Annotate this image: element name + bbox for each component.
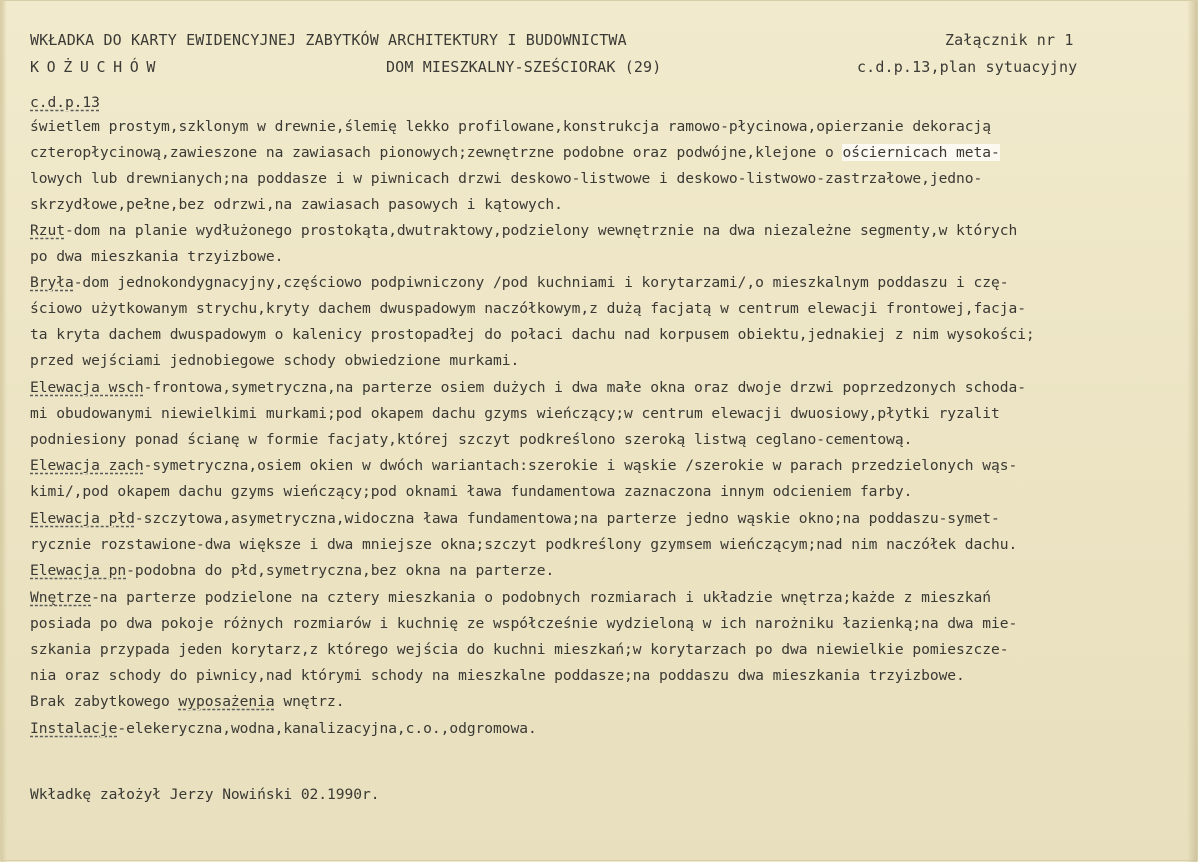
author-signature-line: Wkładkę założył Jerzy Nowiński 02.1990r. (30, 786, 380, 803)
section-heading-elewacja-wsch: Elewacja wsch (30, 379, 144, 396)
section-heading-wyposazenie: wyposażenia (178, 693, 275, 710)
text-line: po dwa mieszkania trzyizbowe. (30, 248, 284, 265)
text-line: szkania przypada jeden korytarz,z którego wejścia do kuchni mieszkań;w korytarzach po dwa niewielkie pomieszcze- (30, 641, 1009, 658)
text-line (30, 562, 554, 579)
text-segment: -podobna do płd,symetryczna,bez okna na parterze. (126, 562, 555, 579)
form-title: WKŁADKA DO KARTY EWIDENCYJNEJ ZABYTKÓW ARCHITEKTURY I BUDOWNICTWA (30, 31, 627, 49)
town-name: KOŻUCHÓW (30, 58, 164, 76)
section-heading-wnetrze: Wnętrze (30, 589, 92, 606)
highlighted-text: ościernicach meta- (842, 144, 1000, 161)
card-edge-left (1, 1, 7, 862)
text-line: świetlem prostym,szklonym w drewnie,ślemię lekko profilowane,konstrukcja ramowo-płycinowa,opierzanie dekoracją (30, 118, 991, 135)
object-name: DOM MIESZKALNY-SZEŚCIORAK (29) (386, 58, 662, 76)
section-heading-instalacje: Instalacje (30, 720, 118, 737)
text-segment: czteropłycinową,zawieszone na zawiasach pionowych;zewnętrzne podobne oraz podwójne,klejone o (30, 144, 843, 161)
text-line: kimi/,pod okapem dachu gzyms wieńczący;pod oknami ława fundamentowa zaznaczona innym odcieniem farby. (30, 483, 913, 500)
text-line (30, 274, 1008, 291)
text-line (30, 379, 1026, 396)
card-edge-right (1187, 1, 1197, 862)
text-segment: -symetryczna,osiem okien w dwóch wariantach:szerokie i wąskie /szerokie w parach przedzielonych wąs- (143, 457, 1018, 474)
section-heading-bryla: Bryła (30, 274, 74, 291)
text-line (30, 720, 537, 737)
text-line: nia oraz schody do piwnicy,nad którymi schody na mieszkalne poddasze;na poddaszu dwa mieszkania trzyizbowe. (30, 667, 965, 684)
text-segment: wnętrz. (274, 693, 345, 710)
section-heading-rzut: Rzut (30, 222, 65, 239)
text-line (30, 589, 991, 606)
text-segment: -na parterze podzielone na cztery mieszkania o podobnych rozmiarach i układzie wnętrza;każde z mieszkań (91, 589, 991, 606)
text-segment: -elekeryczna,wodna,kanalizacyjna,c.o.,odgromowa. (117, 720, 537, 737)
text-line: posiada po dwa pokoje różnych rozmiarów i kuchnię ze współcześnie wydzieloną w ich narożniku łazienką;na dwa mie- (30, 615, 1018, 632)
text-line: mi obudowanymi niewielkimi murkami;pod okapem dachu gzyms wieńczący;w centrum elewacji dwuosiowy,płytki ryzalit (30, 405, 1000, 422)
text-segment: -szczytowa,asymetryczna,widoczna ława fundamentowa;na parterze jedno wąskie okno;na poddaszu-symet- (134, 510, 1000, 527)
text-line: ta kryta dachem dwuspadowym o kalenicy prostopadłej do połaci dachu nad korpusem obiektu,jednakiej z nim wysokości; (30, 326, 1035, 343)
text-segment: -dom na planie wydłużonego prostokąta,dwutraktowy,podzielony wewnętrznie na dwa niezależne segmenty,w których (64, 222, 1018, 239)
section-heading-elewacja-pld: Elewacja płd (30, 510, 135, 527)
text-line: ściowo użytkowanym strychu,kryty dachem dwuspadowym naczółkowym,z dużą facjatą w centrum elewacji frontowej,facja- (30, 300, 1026, 317)
section-heading-elewacja-pn: Elewacja pn (30, 562, 127, 579)
text-line (30, 144, 1000, 161)
text-line: podniesiony ponad ścianę w formie facjaty,której szczyt podkreślono szeroką listwą ceglano-cementową. (30, 431, 913, 448)
text-line (30, 510, 1000, 527)
continuation-label: c.d.p.13 (30, 94, 100, 111)
text-line (30, 457, 1017, 474)
text-segment: -frontowa,symetryczna,na parterze osiem dużych i dwa małe okna oraz dwoje drzwi poprzedzonych schoda- (143, 379, 1026, 396)
text-line: przed wejściami jednobiegowe schody obwiedzione murkami. (30, 352, 520, 369)
section-heading-elewacja-zach: Elewacja zach (30, 457, 144, 474)
attachment-number: Załącznik nr 1 (945, 31, 1074, 49)
text-segment: Brak zabytkowego (30, 693, 179, 710)
text-segment: -dom jednokondygnacyjny,częściowo podpiwniczony /pod kuchniami i korytarzami/,o mieszkalnym poddaszu i czę- (73, 274, 1009, 291)
text-line: skrzydłowe,pełne,bez odrzwi,na zawiasach pasowych i kątowych. (30, 196, 563, 213)
text-line: lowych lub drewnianych;na poddasze i w piwnicach drzwi deskowo-listwowe i deskowo-listwowo-zastrzałowe,jedno- (30, 170, 983, 187)
text-line (30, 222, 1017, 239)
page-reference: c.d.p.13,plan sytuacyjny (857, 58, 1078, 76)
text-line (30, 693, 345, 710)
text-line: rycznie rozstawione-dwa większe i dwa mniejsze okna;szczyt podkreślony gzymsem wieńczącym;nad nim naczółek dachu. (30, 536, 1018, 553)
